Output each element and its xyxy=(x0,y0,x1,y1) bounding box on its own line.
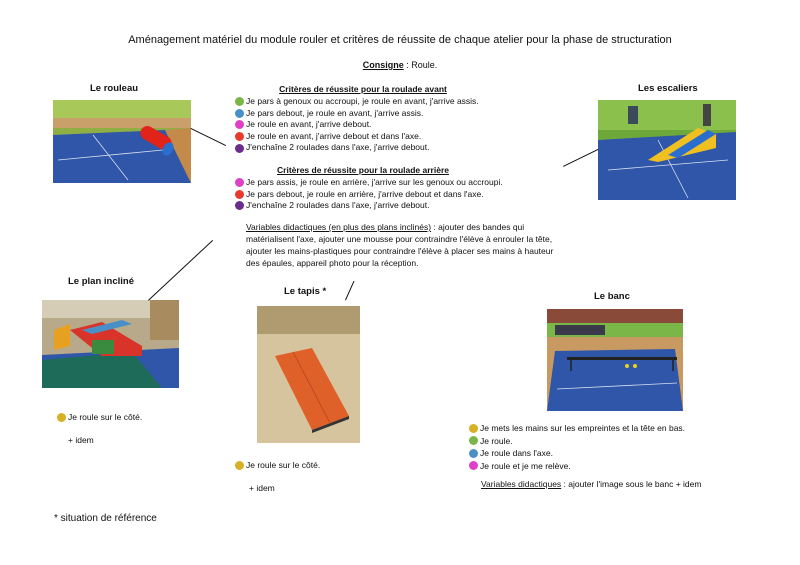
yellow-dot-icon xyxy=(57,413,66,422)
escaliers-photo xyxy=(598,100,736,200)
arriere-heading: Critères de réussite pour la roulade arrière xyxy=(277,165,449,175)
tapis-photo xyxy=(257,306,360,443)
plan-idem: + idem xyxy=(68,435,94,445)
avant-criterion-item xyxy=(235,96,479,108)
rouleau-photo xyxy=(53,100,191,183)
avant-criterion-item-text: Je pars debout, je roule en avant, j'arrive assis. xyxy=(246,107,424,118)
avant-heading: Critères de réussite pour la roulade avant xyxy=(279,84,447,94)
banc-criterion-item xyxy=(469,447,685,460)
avant-criterion-item-text: Je roule en avant, j'arrive debout. xyxy=(246,119,372,130)
avant-criterion-item xyxy=(235,142,479,154)
connector-line xyxy=(191,128,226,146)
consigne xyxy=(0,60,800,70)
banc-criterion-item-text: Je mets les mains sur les empreintes et la tête en bas. xyxy=(480,423,686,433)
banc-criterion-item-text: Je roule et je me relève. xyxy=(480,460,571,471)
avant-criterion-item-text: J'enchaîne 2 roulades dans l'axe, j'arrive debout. xyxy=(246,142,430,153)
blue-dot-icon xyxy=(235,109,244,118)
avant-criteria-list xyxy=(235,96,479,154)
tapis-title: Le tapis * xyxy=(284,286,327,297)
footnote: * situation de référence xyxy=(54,513,157,524)
pink-dot-icon xyxy=(235,178,244,187)
tapis-criteria xyxy=(235,459,320,471)
plan-photo xyxy=(42,300,179,388)
avant-criterion-item xyxy=(235,108,479,120)
variables-paragraph xyxy=(246,221,558,269)
banc-variables xyxy=(481,478,701,490)
page-title: Aménagement matériel du module rouler et critères de réussite de chaque atelier pour la phase de structuration xyxy=(128,34,672,46)
banc-photo xyxy=(547,309,683,411)
red-dot-icon xyxy=(235,190,244,199)
red-dot-icon xyxy=(235,132,244,141)
tapis-item-text: Je roule sur le côté. xyxy=(246,460,321,470)
yellow-dot-icon xyxy=(235,461,244,470)
arriere-criterion-item-text: J'enchaîne 2 roulades dans l'axe, j'arrive debout. xyxy=(246,200,430,211)
arriere-criterion-item xyxy=(235,189,503,201)
plan-criteria xyxy=(57,411,142,423)
pink-dot-icon xyxy=(235,120,244,129)
yellow-dot-icon xyxy=(469,424,478,433)
plan-title: Le plan incliné xyxy=(68,276,134,287)
purple-dot-icon xyxy=(235,144,244,153)
avant-criterion-item-text: Je pars à genoux ou accroupi, je roule en avant, j'arrive assis. xyxy=(246,96,479,106)
banc-variables-label: Variables didactiques xyxy=(481,479,562,489)
consigne-label: Consigne xyxy=(362,60,404,70)
arriere-criterion-item-text: Je pars debout, je roule en arrière, j'arrive debout et dans l'axe. xyxy=(246,188,484,199)
banc-title: Le banc xyxy=(594,291,630,302)
green-dot-icon xyxy=(235,97,244,106)
connector-line xyxy=(148,240,213,301)
arriere-criteria-list xyxy=(235,177,503,212)
avant-criterion-item-text: Je roule en avant, j'arrive debout et dans l'axe. xyxy=(246,130,422,141)
banc-criterion-item xyxy=(469,422,685,435)
avant-criterion-item xyxy=(235,119,479,131)
rouleau-title: Le rouleau xyxy=(90,83,139,94)
arriere-criterion-item xyxy=(235,200,503,212)
tapis-item xyxy=(235,459,320,471)
green-dot-icon xyxy=(469,436,478,445)
banc-variables-text: : ajouter l'image sous le banc + idem xyxy=(561,479,702,489)
pink-dot-icon xyxy=(469,461,478,470)
purple-dot-icon xyxy=(235,201,244,210)
consigne-text: : Roule. xyxy=(403,60,438,70)
banc-criterion-item xyxy=(469,435,685,448)
blue-dot-icon xyxy=(469,449,478,458)
variables-label: Variables didactiques (en plus des plans inclinés) xyxy=(246,222,432,232)
arriere-criterion-item-text: Je pars assis, je roule en arrière, j'arrive sur les genoux ou accroupi. xyxy=(246,177,503,187)
plan-item-text: Je roule sur le côté. xyxy=(68,412,143,422)
banc-criterion-item-text: Je roule dans l'axe. xyxy=(480,448,553,458)
banc-criteria-list xyxy=(469,422,685,472)
arriere-criterion-item xyxy=(235,177,503,189)
tapis-idem: + idem xyxy=(249,483,275,493)
avant-criterion-item xyxy=(235,131,479,143)
banc-criterion-item-text: Je roule. xyxy=(480,435,513,446)
variables-text: : ajouter des bandes qui matérialisent l'axe, ajouter une mousse pour contraindre l'élève à enrouler la tête, ajouter les mains-plastiques pour contraindre l'élève à placer ses mains à hauteur des épaules, appareil photo pour la réception. xyxy=(246,222,554,268)
plan-item xyxy=(57,411,142,423)
connector-line xyxy=(563,149,598,167)
connector-line xyxy=(345,281,354,301)
banc-criterion-item xyxy=(469,460,685,473)
escaliers-title: Les escaliers xyxy=(638,83,698,94)
